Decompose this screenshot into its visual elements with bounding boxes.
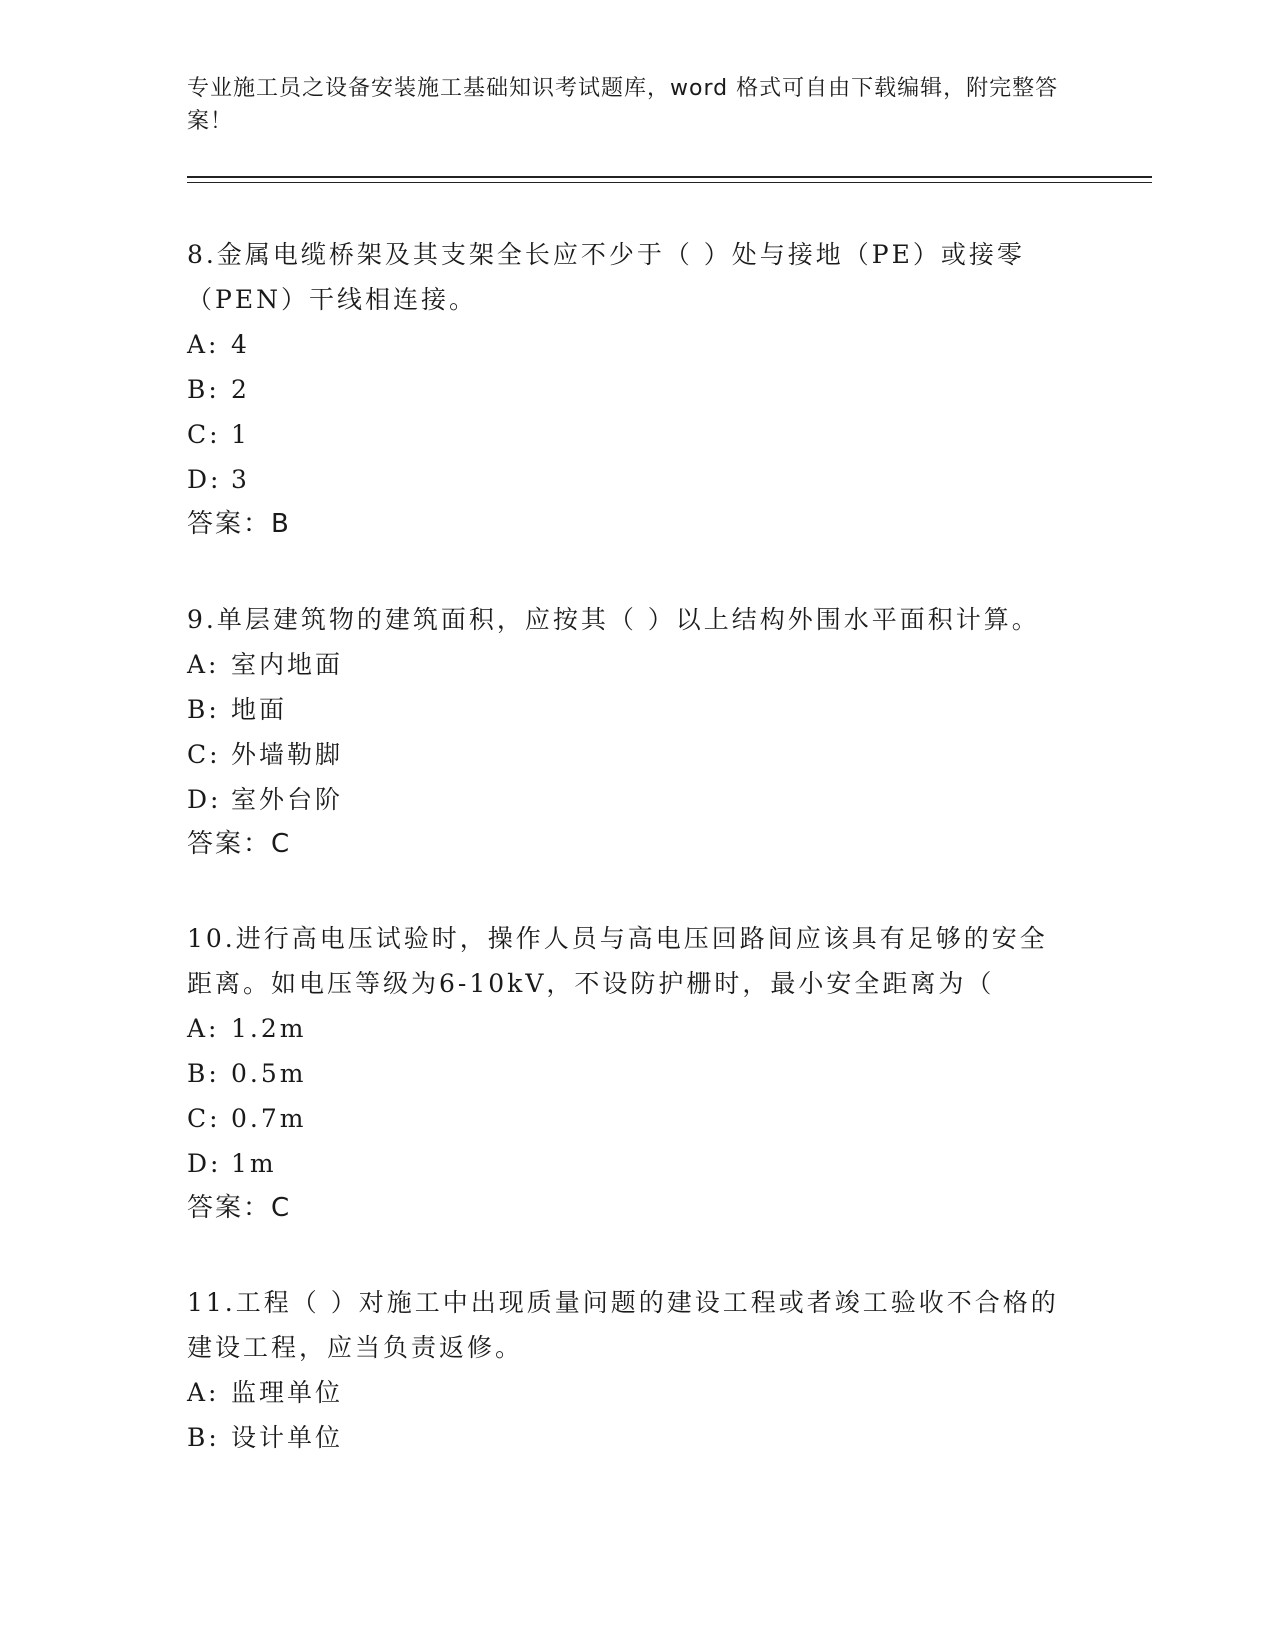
- option-text: 3: [231, 465, 250, 494]
- page-header: 专业施工员之设备安装施工基础知识考试题库，word 格式可自由下载编辑，附完整答案！: [187, 76, 1059, 134]
- question-11: [187, 1280, 1067, 1460]
- option-key: C:: [187, 420, 221, 449]
- option-b: [187, 1415, 1067, 1460]
- option-b: [187, 367, 1067, 412]
- question-stem: 8.金属电缆桥架及其支架全长应不少于（ ）处与接地（PE）或接零（PEN）干线相连接。: [187, 240, 1025, 314]
- option-key: A:: [187, 1378, 220, 1407]
- option-key: C:: [187, 1104, 221, 1133]
- option-c: [187, 1096, 1067, 1141]
- option-d: [187, 1141, 1067, 1186]
- option-text: 2: [231, 375, 250, 404]
- question-9: [187, 597, 1067, 867]
- answer-label: 答案：C: [187, 1193, 292, 1223]
- option-key: B:: [187, 1059, 220, 1088]
- option-text: 1.2m: [231, 1014, 307, 1043]
- option-a: [187, 322, 1067, 367]
- option-a: [187, 642, 1067, 687]
- option-key: D:: [187, 465, 222, 494]
- option-text: 1: [231, 420, 250, 449]
- header-divider-thin: [187, 182, 1152, 183]
- answer-label: 答案：C: [187, 829, 292, 859]
- question-stem: 10.进行高电压试验时，操作人员与高电压回路间应该具有足够的安全距离。如电压等级为6-10kV，不设防护栅时，最小安全距离为（: [187, 924, 1048, 998]
- question-8: [187, 232, 1067, 547]
- option-d: [187, 777, 1067, 822]
- option-a: [187, 1370, 1067, 1415]
- option-key: C:: [187, 740, 221, 769]
- option-d: [187, 457, 1067, 502]
- option-b: [187, 1051, 1067, 1096]
- option-text: 0.7m: [231, 1104, 307, 1133]
- question-10: [187, 916, 1067, 1231]
- question-stem: 11.工程（ ）对施工中出现质量问题的建设工程或者竣工验收不合格的建设工程，应当负责返修。: [187, 1288, 1059, 1362]
- option-c: [187, 732, 1067, 777]
- option-text: 0.5m: [231, 1059, 307, 1088]
- option-text: 外墙勒脚: [231, 740, 344, 769]
- answer-label: 答案：B: [187, 509, 291, 539]
- option-key: A:: [187, 330, 220, 359]
- question-stem: 9.单层建筑物的建筑面积，应按其（ ）以上结构外围水平面积计算。: [187, 605, 1040, 634]
- option-b: [187, 687, 1067, 732]
- option-c: [187, 412, 1067, 457]
- option-key: B:: [187, 375, 220, 404]
- option-key: A:: [187, 1014, 220, 1043]
- option-text: 监理单位: [231, 1378, 344, 1407]
- option-text: 1m: [231, 1149, 277, 1178]
- option-key: D:: [187, 1149, 222, 1178]
- option-key: B:: [187, 695, 220, 724]
- option-key: D:: [187, 785, 222, 814]
- option-text: 室内地面: [231, 650, 344, 679]
- option-text: 设计单位: [231, 1423, 344, 1452]
- option-text: 地面: [231, 695, 288, 724]
- option-text: 室外台阶: [231, 785, 344, 814]
- header-divider: [187, 176, 1152, 178]
- option-key: B:: [187, 1423, 220, 1452]
- option-key: A:: [187, 650, 220, 679]
- option-a: [187, 1006, 1067, 1051]
- option-text: 4: [231, 330, 250, 359]
